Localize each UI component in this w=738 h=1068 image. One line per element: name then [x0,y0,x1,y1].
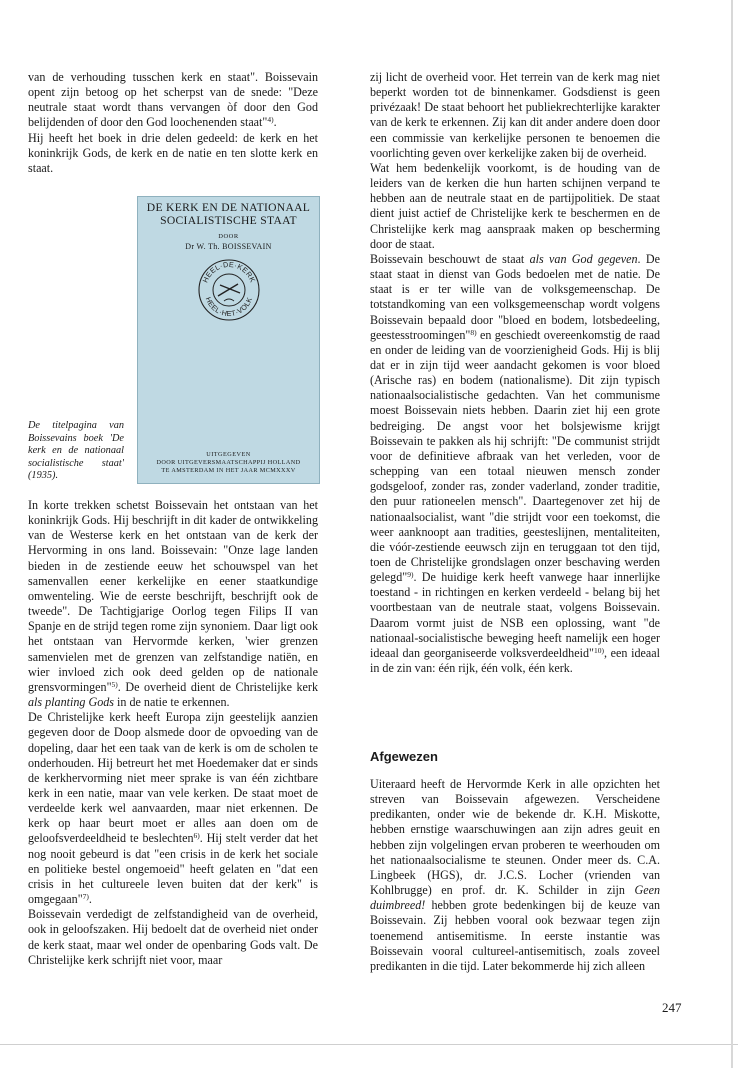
book-uitgegeven: UITGEGEVEN [206,451,251,458]
paragraph: Boissevain verdedigt de zelfstandigheid van de overheid, ook in geloofszaken. Hij bedoelt dat de overheid niet onder de kerk staat, maar wel onder de openbaring Gods valt. De Christelijke kerk schrijft niet voor, maar [28,907,318,967]
seal-emblem-icon [196,257,262,323]
book-door: DOOR [218,233,239,240]
section-heading: Afgewezen [370,749,438,764]
paragraph: In korte trekken schetst Boissevain het ontstaan van het koninkrijk Gods. Hij beschrijft in dit kader de ontwikkeling van de Westerse kerk en het ontstaan van de kerk der Hervorming in ons land. Boissevain: "Onze lage landen bieden in de zestiende eeuw het schouwspel van het samenvallen eener kerkelijke en eener staatkundige omwenteling. Wie de eerste beschrijft, beschrijft ook de tweede". De Tachtigjarige Oorlog tegen Filips II van Spanje en de strijd tegen rome zijn synoniem. Daar ligt ook het ontstaan van Hervormde kerken, 'wier grenzen samenvielen met de grenzen van zelfstandige natiën, en wier invloed zich ook deed gelden op de nationale grensvormingen"$^{5)}$. De overheid dient de Christelijke kerk als planting Gods in de natie te erkennen. [28,498,318,710]
paragraph: Uiteraard heeft de Hervormde Kerk in alle opzichten het streven van Boissevain afgewezen. Verscheidene predikanten, onder wie de bekende dr. K.H. Miskotte, hebben ernstige waarschuwingen aan zijn adres geuit en hebben zijn volgelingen ervan proberen te weerhouden om het nationaalsocialisme te steunen. Onder meer ds. C.A. Lingbeek (HGS), dr. J.C.S. Locher (vrienden van Kohlbrugge) en prof. dr. K. Schilder in zijn Geen duimbreed! hebben grote bedenkingen bij de keuze van Boissevain. Zij hebben vooral ook bezwaar tegen zijn toenemend antisemitisme. In eerste instantie was Boissevain vooral cultureel-antisemitisch, zoals zoveel predikanten in die tijd. Later bekommerde hij zich alleen [370,777,660,973]
paragraph: Hij heeft het boek in drie delen gedeeld: de kerk en het koninkrijk Gods, de kerk en de natie en ten slotte kerk en staat. [28,130,318,175]
page-number: 247 [662,1000,682,1015]
left-column-top [28,70,318,176]
bottom-divider [0,1044,738,1045]
right-column-bottom [370,777,660,974]
book-author: Dr W. Th. BOISSEVAIN [185,242,272,251]
figure-caption: De titelpagina van Boissevains boek 'De kerk en de nationaal socialistische staat' (1935). [28,420,124,482]
paragraph: Boissevain beschouwt de staat als van God gegeven. De staat staat in dienst van Gods bedoelen met de natie. De staat is er ter wille van de volksgemeenschap. De totstandkoming van een volksgemeenschap wordt volgens Boissevain bepaald door "bloed en bodem, lotsbedeeling, geestesstroomingen"$^{8)}$ en geschiedt overeenkomstig de raad en onder de leiding van de voorzienigheid Gods. Hij is blij dat er in zijn tijd weer aandacht gekomen is voor bloed (Arische ras) en bodem (nationalisme). Dit zijn typisch nationaalsocialistische gedachten. Van het communisme moest Boissevain niets hebben. Daarin ziet hij een grote bedreiging. De angst voor het bolsjewisme krijgt Boissevain te pakken als hij schrijft: "De communist strijdt voor de definitieve afbraak van het verleden, voor de schepping van een totaal nieuwen mensch zonder godsgeloof, zonder ras, zonder vaderland, zonder traditie, den puur rationeelen mensch". Daartegenover zet hij de nationaalsocialist, want "die strijdt voor een toekomst, die weer aanknoopt aan tradities, geesteslijnen, mentaliteiten, die vóór-zestiende eeuwsch zijn en teruggaan tot den tijd, toen de Christelijke grondslagen onzer beschaving werden gelegd"$^{9)}$. De huidige kerk heeft vanwege haar innerlijke toestand - in richtingen en kerken verdeeld - belang bij het voortbestaan van de neutrale staat, volgens Boissevain. Daarom vormt juist de NSB een oplossing, want "de nationaal-socialistische beweging heeft namelijk een hoger ideaal dan georganiseerde volksverdeeldheid"$^{10)}$, een ideaal in de zin van: één rijk, één volk, één kerk. [370,251,660,676]
svg-text:HEEL·HET·VOLK: HEEL·HET·VOLK [203,295,255,319]
book-title: DE KERK EN DE NATIONAAL SOCIALISTISCHE STAAT [146,201,311,227]
page-edge-divider [731,0,733,1068]
paragraph: De Christelijke kerk heeft Europa zijn geestelijk aanzien gegeven door de Doop alsmede door de opvoeding van de dopeling, daar het een taak van de kerk is om de scholen te onderhouden. Hij betreurt het met Hoedemaker dat er sinds de kerkhervorming niet meer sprake is van één zichtbare kerk in een natie, maar van vele kerken. De staat moet de verdeelde kerk wel aanvaarden, maar niet erkennen. De kerk op haar beurt moet er alles aan doen om de geloofsverdeeldheid te beslechten$^{6)}$. Hij stelt verder dat het nog nooit gebeurd is dat "een crisis in de kerk het sociale en politieke bestel ongemoeid" heeft gelaten en "dat een crisis in het cultureele leven buiten dat der kerk" is omgegaan"$^{7)}$. [28,710,318,907]
left-column-bottom [28,498,318,968]
paragraph: van de verhouding tusschen kerk en staat". Boissevain opent zijn betoog op het scherpst van de snede: "Deze neutrale staat wordt thans vervangen òf door den God belijdenden of door den God loochenenden staat"$^{4)}$. [28,70,318,130]
right-column-top [370,70,660,676]
svg-text:HEEL·DE·KERK: HEEL·DE·KERK [200,259,258,284]
paragraph: zij licht de overheid voor. Het terrein van de kerk mag niet beperkt worden tot de binnenkamer. Godsdienst is geen privézaak! De staat behoort het publiekrechterlijke karakter van de kerk te erkennen. Zij kan dit ander andere doen door een commissie van kerkelijke personen te benoemen die voorlichting geven over kerkelijke zaken bij de overheid. [370,70,660,160]
paragraph: Wat hem bedenkelijk voorkomt, is de houding van de leiders van de kerken die hun harten schijnen verpand te hebben aan de neutrale staat en de partijpolitiek. De staat dient juist actief de Christelijke kerk te beschermen en de Christelijke kerk mag aanspraak maken op bescherming door de staat. [370,160,660,251]
book-title-page-image [137,196,320,484]
book-publisher: DOOR UITGEVERSMAATSCHAPPIJ HOLLAND TE AMSTERDAM IN HET JAAR MCMXXXV [156,459,301,474]
